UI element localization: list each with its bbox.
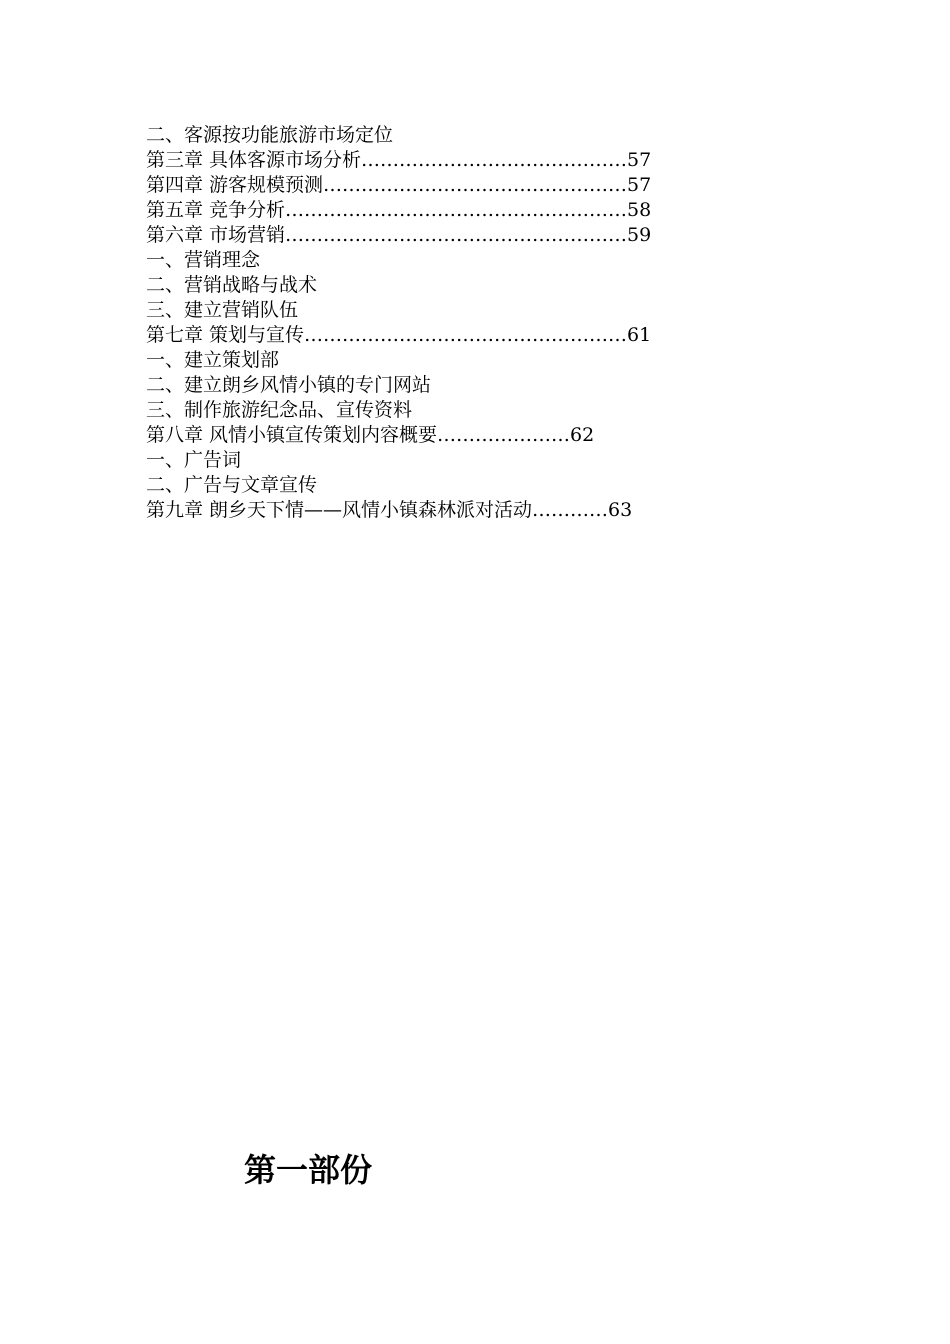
toc-entry: 二、广告与文章宣传: [146, 474, 318, 496]
toc-entry: 二、客源按功能旅游市场定位: [146, 124, 394, 146]
toc-entry: 一、广告词: [146, 449, 242, 471]
toc-entry: 三、制作旅游纪念品、宣传资料: [146, 399, 413, 421]
toc-entry: 二、营销战略与战术: [146, 274, 318, 296]
toc-entry: 第九章 朗乡天下情——风情小镇森林派对活动…………63: [146, 499, 633, 521]
toc-entry: 第五章 竞争分析………………………………………………58: [146, 199, 652, 221]
toc-entry: 二、建立朗乡风情小镇的专门网站: [146, 374, 432, 396]
toc-entry: 第六章 市场营销………………………………………………59: [146, 224, 652, 246]
toc-entry: 第四章 游客规模预测…………………………………………57: [146, 174, 652, 196]
table-of-contents: [146, 123, 746, 523]
toc-entry: 一、建立策划部: [146, 349, 280, 371]
part-heading: 第一部份: [244, 1151, 373, 1189]
toc-entry: 第三章 具体客源市场分析……………………………………57: [146, 149, 652, 171]
toc-entry: 第八章 风情小镇宣传策划内容概要…………………62: [146, 424, 595, 446]
toc-entry: 三、建立营销队伍: [146, 299, 299, 321]
toc-entry: 一、营销理念: [146, 249, 261, 271]
toc-entry: 第七章 策划与宣传……………………………………………61: [146, 324, 652, 346]
